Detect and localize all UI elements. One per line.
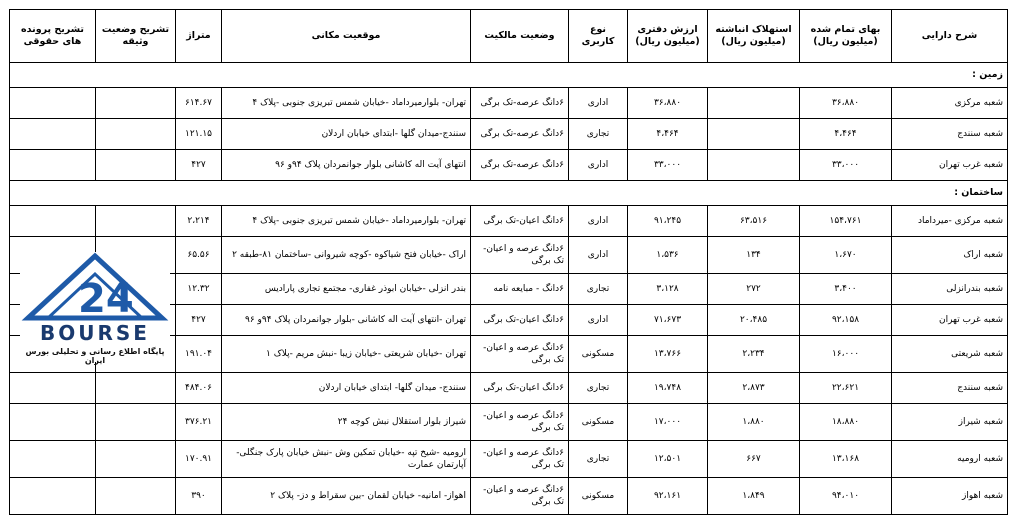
ownership-cell: ۶دانگ عرصه-تک برگی — [471, 119, 569, 150]
location-cell: سنندج-میدان گلها -ابتدای خیابان اردلان — [222, 119, 471, 150]
ownership-cell: ۶دانگ عرصه و اعیان-تک برگی — [471, 237, 569, 274]
location-cell: انتهای آیت اله کاشانی بلوار جوانمردان پلاک ۹۴و ۹۶ — [222, 150, 471, 181]
area-cell: ۳۷۶.۲۱ — [176, 404, 222, 441]
area-cell: ۴۲۷ — [176, 150, 222, 181]
header-legal-cases: تشریح پرونده های حقوقی — [10, 10, 96, 63]
location-cell: تهران- بلوارمیرداماد -خیابان شمس تبریزی جنوبی -پلاک ۴ — [222, 206, 471, 237]
area-cell: ۶۱۴.۶۷ — [176, 88, 222, 119]
location-cell: تهران- بلوارمیرداماد -خیابان شمس تبریزی جنوبی -پلاک ۴ — [222, 88, 471, 119]
legal-cases-cell — [10, 478, 96, 515]
legal-cases-cell — [10, 119, 96, 150]
section-row-building — [10, 181, 1008, 206]
accum-depreciation-cell: ۱۳۴ — [708, 237, 800, 274]
area-cell: ۴۲۷ — [176, 305, 222, 336]
accum-depreciation-cell — [708, 88, 800, 119]
collateral-cell — [96, 150, 176, 181]
collateral-cell — [96, 404, 176, 441]
asset-name-cell: شعبه غرب تهران — [892, 150, 1008, 181]
finished-cost-cell: ۱۶،۰۰۰ — [800, 336, 892, 373]
table-row — [10, 206, 1008, 237]
logo-number: 24 — [78, 276, 134, 322]
area-cell: ۳۹۰ — [176, 478, 222, 515]
book-value-cell: ۳۳،۰۰۰ — [628, 150, 708, 181]
asset-name-cell: شعبه سنندج — [892, 373, 1008, 404]
finished-cost-cell: ۹۴،۰۱۰ — [800, 478, 892, 515]
finished-cost-cell: ۱۸،۸۸۰ — [800, 404, 892, 441]
book-value-cell: ۹۱،۲۴۵ — [628, 206, 708, 237]
accum-depreciation-cell: ۲۷۲ — [708, 274, 800, 305]
finished-cost-cell: ۱۳،۱۶۸ — [800, 441, 892, 478]
finished-cost-cell: ۹۲،۱۵۸ — [800, 305, 892, 336]
legal-cases-cell — [10, 404, 96, 441]
accum-depreciation-cell: ۲۰،۴۸۵ — [708, 305, 800, 336]
book-value-cell: ۱،۵۳۶ — [628, 237, 708, 274]
book-value-cell: ۱۹،۷۴۸ — [628, 373, 708, 404]
ownership-cell: ۶دانگ عرصه-تک برگی — [471, 150, 569, 181]
logo-mountain-icon — [20, 252, 170, 322]
book-value-cell: ۳،۱۲۸ — [628, 274, 708, 305]
ownership-cell: ۶دانگ عرصه و اعیان-تک برگی — [471, 404, 569, 441]
usage-type-cell: تجاری — [569, 373, 628, 404]
header-book-value: ارزش دفتری (میلیون ریال) — [628, 10, 708, 63]
land-section-body — [10, 63, 1008, 181]
area-cell: ۲،۲۱۴ — [176, 206, 222, 237]
area-cell: ۱۷۰.۹۱ — [176, 441, 222, 478]
legal-cases-cell — [10, 206, 96, 237]
legal-cases-cell — [10, 150, 96, 181]
collateral-cell — [96, 478, 176, 515]
book-value-cell: ۴،۴۶۴ — [628, 119, 708, 150]
finished-cost-cell: ۴،۴۶۴ — [800, 119, 892, 150]
area-cell: ۴۸۴.۰۶ — [176, 373, 222, 404]
ownership-cell: ۶دانگ اعیان-تک برگی — [471, 206, 569, 237]
collateral-cell — [96, 119, 176, 150]
logo-tagline: پایگاه اطلاع رسانی و تحلیلی بورس ایران — [25, 347, 165, 365]
ownership-cell: ۶دانگ عرصه-تک برگی — [471, 88, 569, 119]
header-finished-cost: بهای تمام شده (میلیون ریال) — [800, 10, 892, 63]
ownership-cell: ۶دانگ - مبایعه نامه — [471, 274, 569, 305]
usage-type-cell: اداری — [569, 150, 628, 181]
location-cell: بندر انزلی -خیابان ابوذر غفاری- مجتمع تجاری پارادیس — [222, 274, 471, 305]
asset-name-cell: شعبه بندرانزلی — [892, 274, 1008, 305]
usage-type-cell: اداری — [569, 237, 628, 274]
header-ownership: وضعیت مالکیت — [471, 10, 569, 63]
usage-type-cell: تجاری — [569, 441, 628, 478]
collateral-cell — [96, 441, 176, 478]
table-row — [10, 88, 1008, 119]
table-row — [10, 373, 1008, 404]
ownership-cell: ۶دانگ اعیان-تک برگی — [471, 305, 569, 336]
location-cell: ارومیه -شیخ تپه -خیابان تمکین وش -نبش خیابان پارک جنگلی- آپارتمان عمارت — [222, 441, 471, 478]
table-row — [10, 404, 1008, 441]
area-cell: ۱۲.۳۲ — [176, 274, 222, 305]
table-row — [10, 441, 1008, 478]
header-collateral: تشریح وضعیت وثیقه — [96, 10, 176, 63]
header-description: شرح دارایی — [892, 10, 1008, 63]
book-value-cell: ۳۶،۸۸۰ — [628, 88, 708, 119]
ownership-cell: ۶دانگ اعیان-تک برگی — [471, 373, 569, 404]
accum-depreciation-cell: ۶۶۷ — [708, 441, 800, 478]
finished-cost-cell: ۳۳،۰۰۰ — [800, 150, 892, 181]
accum-depreciation-cell: ۲،۲۳۴ — [708, 336, 800, 373]
asset-name-cell: شعبه مرکزی — [892, 88, 1008, 119]
collateral-cell — [96, 373, 176, 404]
accum-depreciation-cell: ۱،۸۸۰ — [708, 404, 800, 441]
collateral-cell — [96, 88, 176, 119]
asset-name-cell: شعبه شریعتی — [892, 336, 1008, 373]
legal-cases-cell — [10, 373, 96, 404]
usage-type-cell: اداری — [569, 305, 628, 336]
finished-cost-cell: ۳۶،۸۸۰ — [800, 88, 892, 119]
finished-cost-cell: ۳،۴۰۰ — [800, 274, 892, 305]
asset-name-cell: شعبه اهواز — [892, 478, 1008, 515]
section-label-land: زمین : — [10, 63, 1008, 88]
accum-depreciation-cell: ۲،۸۷۳ — [708, 373, 800, 404]
finished-cost-cell: ۱،۶۷۰ — [800, 237, 892, 274]
usage-type-cell: مسکونی — [569, 478, 628, 515]
accum-depreciation-cell: ۶۳،۵۱۶ — [708, 206, 800, 237]
asset-name-cell: شعبه مرکزی -میرداماد — [892, 206, 1008, 237]
location-cell: اراک -خیابان فتح شیاکوه -کوچه شیروانی -ساختمان ۸۱-طبقه ۲ — [222, 237, 471, 274]
collateral-cell — [96, 206, 176, 237]
location-cell: اهواز- امانیه- خیابان لقمان -بین سقراط و دز- پلاک ۲ — [222, 478, 471, 515]
usage-type-cell: مسکونی — [569, 404, 628, 441]
book-value-cell: ۹۲،۱۶۱ — [628, 478, 708, 515]
location-cell: تهران -خیابان شریعتی -خیابان زیبا -نبش مریم -پلاک ۱ — [222, 336, 471, 373]
location-cell: سنندج- میدان گلها- ابتدای خیابان اردلان — [222, 373, 471, 404]
finished-cost-cell: ۲۲،۶۲۱ — [800, 373, 892, 404]
table-row — [10, 478, 1008, 515]
header-area: متراژ — [176, 10, 222, 63]
table-row — [10, 119, 1008, 150]
asset-name-cell: شعبه ارومیه — [892, 441, 1008, 478]
ownership-cell: ۶دانگ عرصه و اعیان-تک برگی — [471, 336, 569, 373]
book-value-cell: ۱۳،۷۶۶ — [628, 336, 708, 373]
asset-name-cell: شعبه اراک — [892, 237, 1008, 274]
usage-type-cell: تجاری — [569, 119, 628, 150]
header-accum-depreciation: استهلاک انباشته (میلیون ریال) — [708, 10, 800, 63]
usage-type-cell: تجاری — [569, 274, 628, 305]
usage-type-cell: اداری — [569, 88, 628, 119]
book-value-cell: ۱۲،۵۰۱ — [628, 441, 708, 478]
asset-name-cell: شعبه سنندج — [892, 119, 1008, 150]
usage-type-cell: اداری — [569, 206, 628, 237]
header-usage-type: نوع کاربری — [569, 10, 628, 63]
header-row — [10, 10, 1008, 63]
ownership-cell: ۶دانگ عرصه و اعیان-تک برگی — [471, 441, 569, 478]
book-value-cell: ۷۱،۶۷۳ — [628, 305, 708, 336]
asset-name-cell: شعبه شیراز — [892, 404, 1008, 441]
area-cell: ۱۹۱.۰۴ — [176, 336, 222, 373]
section-label-building: ساختمان : — [10, 181, 1008, 206]
table-row — [10, 150, 1008, 181]
area-cell: ۱۲۱.۱۵ — [176, 119, 222, 150]
usage-type-cell: مسکونی — [569, 336, 628, 373]
accum-depreciation-cell — [708, 119, 800, 150]
finished-cost-cell: ۱۵۴،۷۶۱ — [800, 206, 892, 237]
accum-depreciation-cell — [708, 150, 800, 181]
section-row-land — [10, 63, 1008, 88]
legal-cases-cell — [10, 441, 96, 478]
legal-cases-cell — [10, 88, 96, 119]
location-cell: شیراز بلوار استقلال نبش کوچه ۲۴ — [222, 404, 471, 441]
ownership-cell: ۶دانگ عرصه و اعیان-تک برگی — [471, 478, 569, 515]
accum-depreciation-cell: ۱،۸۴۹ — [708, 478, 800, 515]
bourse24-logo — [20, 252, 170, 365]
location-cell: تهران -انتهای آیت اله کاشانی -بلوار جوانمردان پلاک ۹۴و ۹۶ — [222, 305, 471, 336]
book-value-cell: ۱۷،۰۰۰ — [628, 404, 708, 441]
logo-wordmark: BOURSE — [40, 321, 150, 345]
area-cell: ۶۵.۵۶ — [176, 237, 222, 274]
asset-name-cell: شعبه غرب تهران — [892, 305, 1008, 336]
header-location: موقعیت مکانی — [222, 10, 471, 63]
